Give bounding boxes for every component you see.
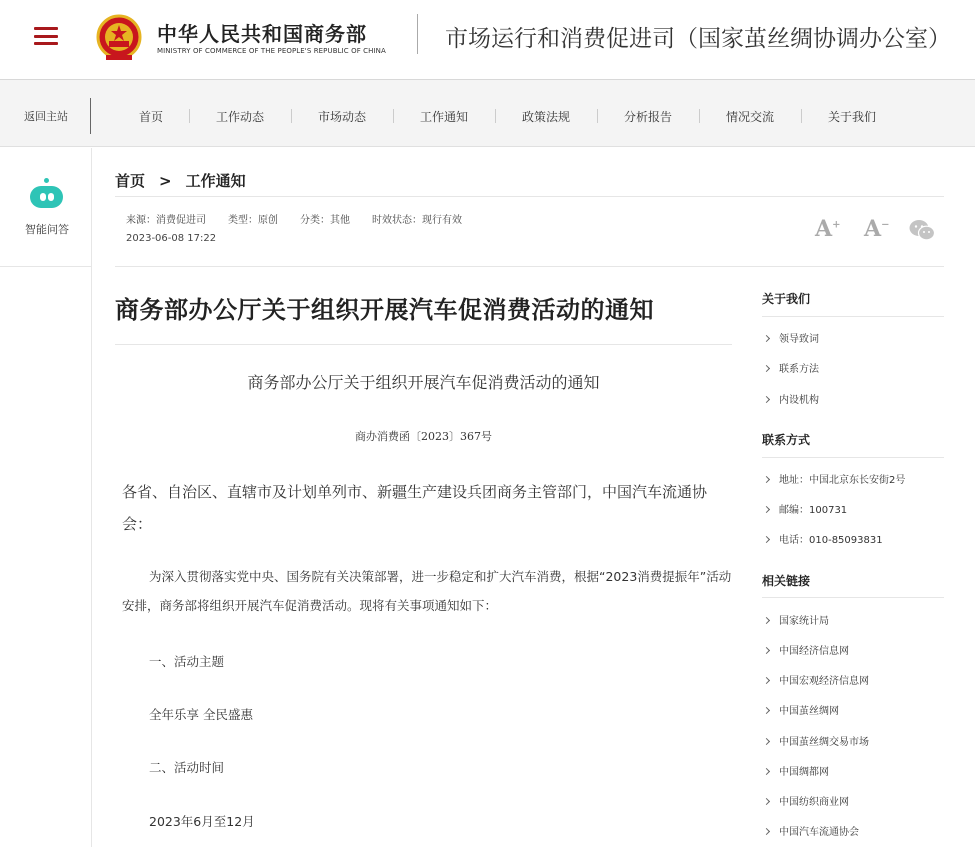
sidebar-link[interactable]: 联系方法 bbox=[764, 360, 819, 375]
nav-divider bbox=[90, 98, 91, 134]
related-link[interactable]: 中国汽车流通协会 bbox=[764, 823, 859, 838]
chevron-right-icon bbox=[763, 768, 770, 775]
ministry-name-cn[interactable]: 中华人民共和国商务部 bbox=[157, 22, 367, 46]
related-link[interactable]: 中国茧丝绸网 bbox=[764, 702, 839, 717]
meta-source: 来源：消费促进司 bbox=[126, 215, 206, 226]
chevron-right-icon bbox=[763, 536, 770, 543]
breadcrumb-current[interactable]: 工作通知 bbox=[185, 172, 246, 190]
chevron-right-icon bbox=[763, 396, 770, 403]
sidebar-about-title: 关于我们 bbox=[762, 292, 811, 306]
chevron-right-icon bbox=[763, 617, 770, 624]
national-emblem-icon bbox=[96, 14, 142, 62]
robot-antenna bbox=[44, 178, 49, 183]
chevron-right-icon bbox=[763, 798, 770, 805]
nav-separator bbox=[189, 109, 190, 123]
nav-separator bbox=[699, 109, 700, 123]
chevron-right-icon bbox=[763, 647, 770, 654]
header-divider bbox=[417, 14, 418, 54]
chatbot-icon[interactable] bbox=[30, 186, 63, 208]
divider bbox=[762, 597, 944, 598]
chevron-right-icon bbox=[763, 707, 770, 714]
nav-separator bbox=[393, 109, 394, 123]
nav-item-work-news[interactable]: 工作动态 bbox=[216, 110, 265, 124]
chevron-right-icon bbox=[763, 677, 770, 684]
department-title: 市场运行和消费促进司（国家茧丝绸协调办公室） bbox=[445, 26, 951, 52]
contact-postcode: 邮编：100731 bbox=[764, 501, 847, 516]
meta-status: 时效状态：现行有效 bbox=[372, 215, 462, 226]
chevron-right-icon bbox=[763, 828, 770, 835]
meta-type: 类型：原创 bbox=[228, 215, 278, 226]
section-heading: 一、活动主题 bbox=[149, 654, 225, 669]
rail-divider bbox=[0, 266, 92, 267]
meta-date: 2023-06-08 17:22 bbox=[126, 233, 217, 244]
related-link[interactable]: 中国宏观经济信息网 bbox=[764, 672, 869, 687]
nav-item-work-notices[interactable]: 工作通知 bbox=[420, 110, 469, 124]
article-title: 商务部办公厅关于组织开展汽车促消费活动的通知 bbox=[115, 296, 654, 324]
nav-item-home[interactable]: 首页 bbox=[139, 110, 164, 124]
nav-separator bbox=[495, 109, 496, 123]
menu-icon[interactable] bbox=[34, 27, 58, 45]
breadcrumb bbox=[115, 170, 246, 191]
related-link[interactable]: 中国纺织商业网 bbox=[764, 793, 849, 808]
paragraph-theme: 全年乐享 全民盛惠 bbox=[149, 707, 253, 722]
document-title: 商务部办公厅关于组织开展汽车促消费活动的通知 bbox=[247, 373, 600, 392]
divider bbox=[115, 266, 944, 267]
paragraph-time: 2023年6月至12月 bbox=[149, 814, 255, 829]
left-rail bbox=[0, 148, 92, 847]
nav-item-analysis[interactable]: 分析报告 bbox=[624, 110, 673, 124]
article-meta bbox=[126, 211, 484, 226]
related-link[interactable]: 中国绸都网 bbox=[764, 763, 829, 778]
related-link[interactable]: 国家统计局 bbox=[764, 612, 829, 627]
smart-qa-link[interactable]: 智能问答 bbox=[25, 223, 69, 236]
breadcrumb-home[interactable]: 首页 bbox=[115, 172, 146, 190]
chevron-right-icon bbox=[763, 335, 770, 342]
back-to-main-site-link[interactable]: 返回主站 bbox=[24, 110, 68, 123]
addressee: 各省、自治区、直辖市及计划单列市、新疆生产建设兵团商务主管部门，中国汽车流通协会： bbox=[122, 483, 708, 533]
divider bbox=[115, 344, 732, 345]
sidebar-contact-title: 联系方式 bbox=[762, 433, 811, 447]
document-number: 商办消费函〔2023〕367号 bbox=[355, 430, 492, 443]
chevron-right-icon bbox=[763, 506, 770, 513]
breadcrumb-separator: > bbox=[159, 172, 172, 190]
sidebar-links-title: 相关链接 bbox=[762, 574, 811, 588]
nav-item-about[interactable]: 关于我们 bbox=[828, 110, 877, 124]
contact-phone: 电话：010-85093831 bbox=[764, 531, 883, 546]
divider bbox=[762, 457, 944, 458]
nav-separator bbox=[291, 109, 292, 123]
meta-category: 分类：其他 bbox=[300, 215, 350, 226]
related-link[interactable]: 中国茧丝绸交易市场 bbox=[764, 733, 869, 748]
chevron-right-icon bbox=[763, 738, 770, 745]
nav-item-market-news[interactable]: 市场动态 bbox=[318, 110, 367, 124]
contact-address: 地址：中国北京东长安街2号 bbox=[764, 471, 905, 486]
nav-item-policies[interactable]: 政策法规 bbox=[522, 110, 571, 124]
chevron-right-icon bbox=[763, 476, 770, 483]
sidebar-link[interactable]: 内设机构 bbox=[764, 391, 819, 406]
main-nav bbox=[0, 80, 975, 147]
font-size-small-button[interactable]: A− bbox=[864, 216, 890, 242]
divider bbox=[115, 196, 944, 197]
chevron-right-icon bbox=[763, 365, 770, 372]
paragraph-intro: 为深入贯彻落实党中央、国务院有关决策部署，进一步稳定和扩大汽车消费，根据“2023消费提振年”活动安排，商务部将组织开展汽车促消费活动。现将有关事项通知如下： bbox=[122, 569, 732, 613]
nav-item-exchange[interactable]: 情况交流 bbox=[726, 110, 775, 124]
ministry-name-en: MINISTRY OF COMMERCE OF THE PEOPLE'S REPUBLIC OF CHINA bbox=[157, 47, 386, 55]
wechat-share-icon[interactable] bbox=[909, 219, 935, 241]
section-heading: 二、活动时间 bbox=[149, 760, 225, 775]
font-size-large-button[interactable]: A+ bbox=[815, 216, 841, 242]
divider bbox=[762, 316, 944, 317]
nav-separator bbox=[597, 109, 598, 123]
sidebar-link[interactable]: 领导致词 bbox=[764, 330, 819, 345]
related-link[interactable]: 中国经济信息网 bbox=[764, 642, 849, 657]
site-header bbox=[0, 0, 975, 80]
nav-separator bbox=[801, 109, 802, 123]
